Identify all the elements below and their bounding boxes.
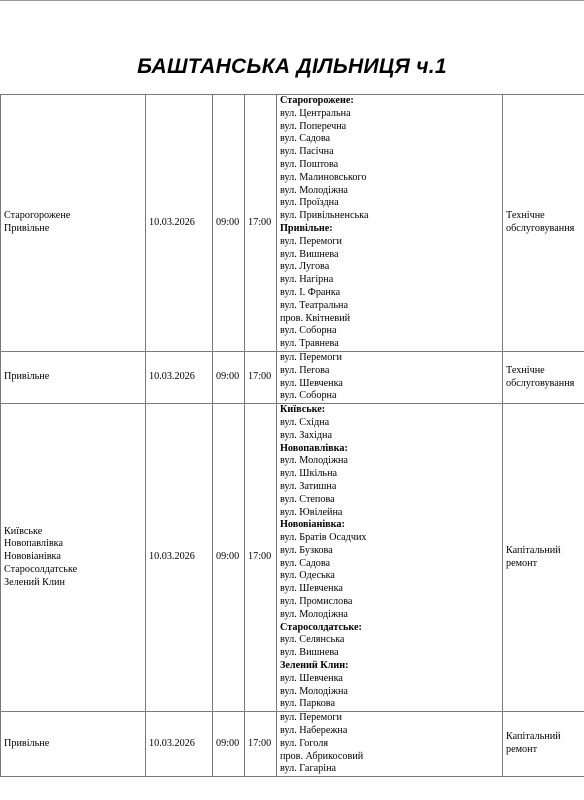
street-name: вул. Молодіжна <box>280 455 348 467</box>
settlement-header: Привільне: <box>280 222 333 234</box>
end-time-cell: 17:00 <box>245 404 277 712</box>
settlement-header: Нововіанівка: <box>280 519 345 531</box>
settlement-header: Зелений Клин: <box>280 660 349 672</box>
street-name: пров. Квітневий <box>280 312 351 324</box>
work-type-line: обслуговування <box>506 377 575 389</box>
settlement-name: Привільне <box>4 371 50 383</box>
outage-schedule-table <box>0 94 584 777</box>
settlement-name: Привільне <box>4 222 50 234</box>
street-name: вул. Молодіжна <box>280 608 348 620</box>
street-name: вул. Братів Осадчих <box>280 532 367 544</box>
page-title: БАШТАНСЬКА ДІЛЬНИЦЯ ч.1 <box>137 55 447 78</box>
settlement-name: Зелений Клин <box>4 576 65 588</box>
street-name: вул. Шкільна <box>280 468 338 480</box>
street-name: вул. Молодіжна <box>280 184 348 196</box>
street-name: вул. Паркова <box>280 698 335 710</box>
streets-cell <box>277 95 503 352</box>
street-name: пров. Абрикосовий <box>280 750 364 762</box>
settlements-cell <box>1 404 146 712</box>
street-name: вул. Пегова <box>280 364 330 376</box>
date-cell: 10.03.2026 <box>146 404 213 712</box>
date-cell: 10.03.2026 <box>146 712 213 777</box>
street-name: вул. Молодіжна <box>280 685 348 697</box>
street-name: вул. Гоголя <box>280 737 329 749</box>
work-type-line: Капітальний <box>506 731 561 743</box>
date-cell: 10.03.2026 <box>146 351 213 403</box>
street-name: вул. Садова <box>280 557 331 569</box>
work-type-line: ремонт <box>506 557 538 569</box>
table-body <box>1 95 584 777</box>
streets-cell <box>277 351 503 403</box>
street-name: вул. Лугова <box>280 261 330 273</box>
street-name: вул. Шевченка <box>280 583 343 595</box>
street-name: вул. Нагірна <box>280 274 334 286</box>
street-name: вул. Вишнева <box>280 647 339 659</box>
end-time-cell: 17:00 <box>245 95 277 352</box>
street-name: вул. Шевченка <box>280 672 343 684</box>
street-name: вул. Привільненська <box>280 210 369 222</box>
start-time-cell: 09:00 <box>213 95 245 352</box>
settlement-name: Старогорожене <box>4 210 71 222</box>
settlement-name: Київське <box>4 525 43 537</box>
street-name: вул. Промислова <box>280 596 353 608</box>
work-type-cell <box>503 712 584 777</box>
start-time-cell: 09:00 <box>213 404 245 712</box>
settlement-header: Новопавлівка: <box>280 442 348 454</box>
settlement-name: Нововіанівка <box>4 551 61 563</box>
work-type-cell <box>503 95 584 352</box>
table-row <box>1 404 584 712</box>
settlements-cell <box>1 712 146 777</box>
streets-cell <box>277 712 503 777</box>
street-name: вул. Бузкова <box>280 544 333 556</box>
street-name: вул. Перемоги <box>280 351 342 363</box>
street-name: вул. Травнева <box>280 338 339 350</box>
street-name: вул. Соборна <box>280 325 337 337</box>
settlement-header: Старогорожене: <box>280 95 354 106</box>
street-name: вул. Затишна <box>280 480 337 492</box>
settlements-cell <box>1 351 146 403</box>
settlement-name: Старосолдатське <box>4 564 78 576</box>
street-name: вул. Поштова <box>280 158 339 170</box>
street-name: вул. Вишнева <box>280 248 339 260</box>
work-type-cell <box>503 404 584 712</box>
street-name: вул. Селянська <box>280 634 345 646</box>
street-name: вул. Західна <box>280 429 332 441</box>
street-name: вул. Центральна <box>280 107 351 119</box>
street-name: вул. Малиновського <box>280 171 367 183</box>
table-row <box>1 95 584 352</box>
streets-cell <box>277 404 503 712</box>
start-time-cell: 09:00 <box>213 351 245 403</box>
work-type-line: Технічне <box>506 210 545 222</box>
top-rule <box>0 0 584 1</box>
street-name: вул. Східна <box>280 416 330 428</box>
street-name: вул. Проїздна <box>280 197 339 209</box>
work-type-line: ремонт <box>506 744 538 756</box>
street-name: вул. Перемоги <box>280 235 342 247</box>
settlement-header: Київське: <box>280 404 326 416</box>
street-name: вул. Ювілейна <box>280 506 343 518</box>
end-time-cell: 17:00 <box>245 351 277 403</box>
street-name: вул. Степова <box>280 493 335 505</box>
street-name: вул. Соборна <box>280 390 337 402</box>
street-name: вул. Пасічна <box>280 146 334 158</box>
work-type-cell <box>503 351 584 403</box>
street-name: вул. Шевченка <box>280 377 343 389</box>
settlement-header: Старосолдатське: <box>280 621 362 633</box>
end-time-cell: 17:00 <box>245 712 277 777</box>
table-row <box>1 351 584 403</box>
settlements-cell <box>1 95 146 352</box>
start-time-cell: 09:00 <box>213 712 245 777</box>
settlement-name: Новопавлівка <box>4 538 63 550</box>
street-name: вул. Театральна <box>280 299 349 311</box>
table-row <box>1 712 584 777</box>
work-type-line: Технічне <box>506 364 545 376</box>
date-cell: 10.03.2026 <box>146 95 213 352</box>
street-name: вул. Одеська <box>280 570 335 582</box>
street-name: вул. Гагаріна <box>280 763 337 775</box>
street-name: вул. І. Франка <box>280 286 341 298</box>
street-name: вул. Садова <box>280 133 331 145</box>
street-name: вул. Поперечна <box>280 120 347 132</box>
street-name: вул. Перемоги <box>280 712 342 724</box>
street-name: вул. Набережна <box>280 725 348 737</box>
work-type-line: обслуговування <box>506 222 575 234</box>
settlement-name: Привільне <box>4 737 50 749</box>
work-type-line: Капітальний <box>506 544 561 556</box>
